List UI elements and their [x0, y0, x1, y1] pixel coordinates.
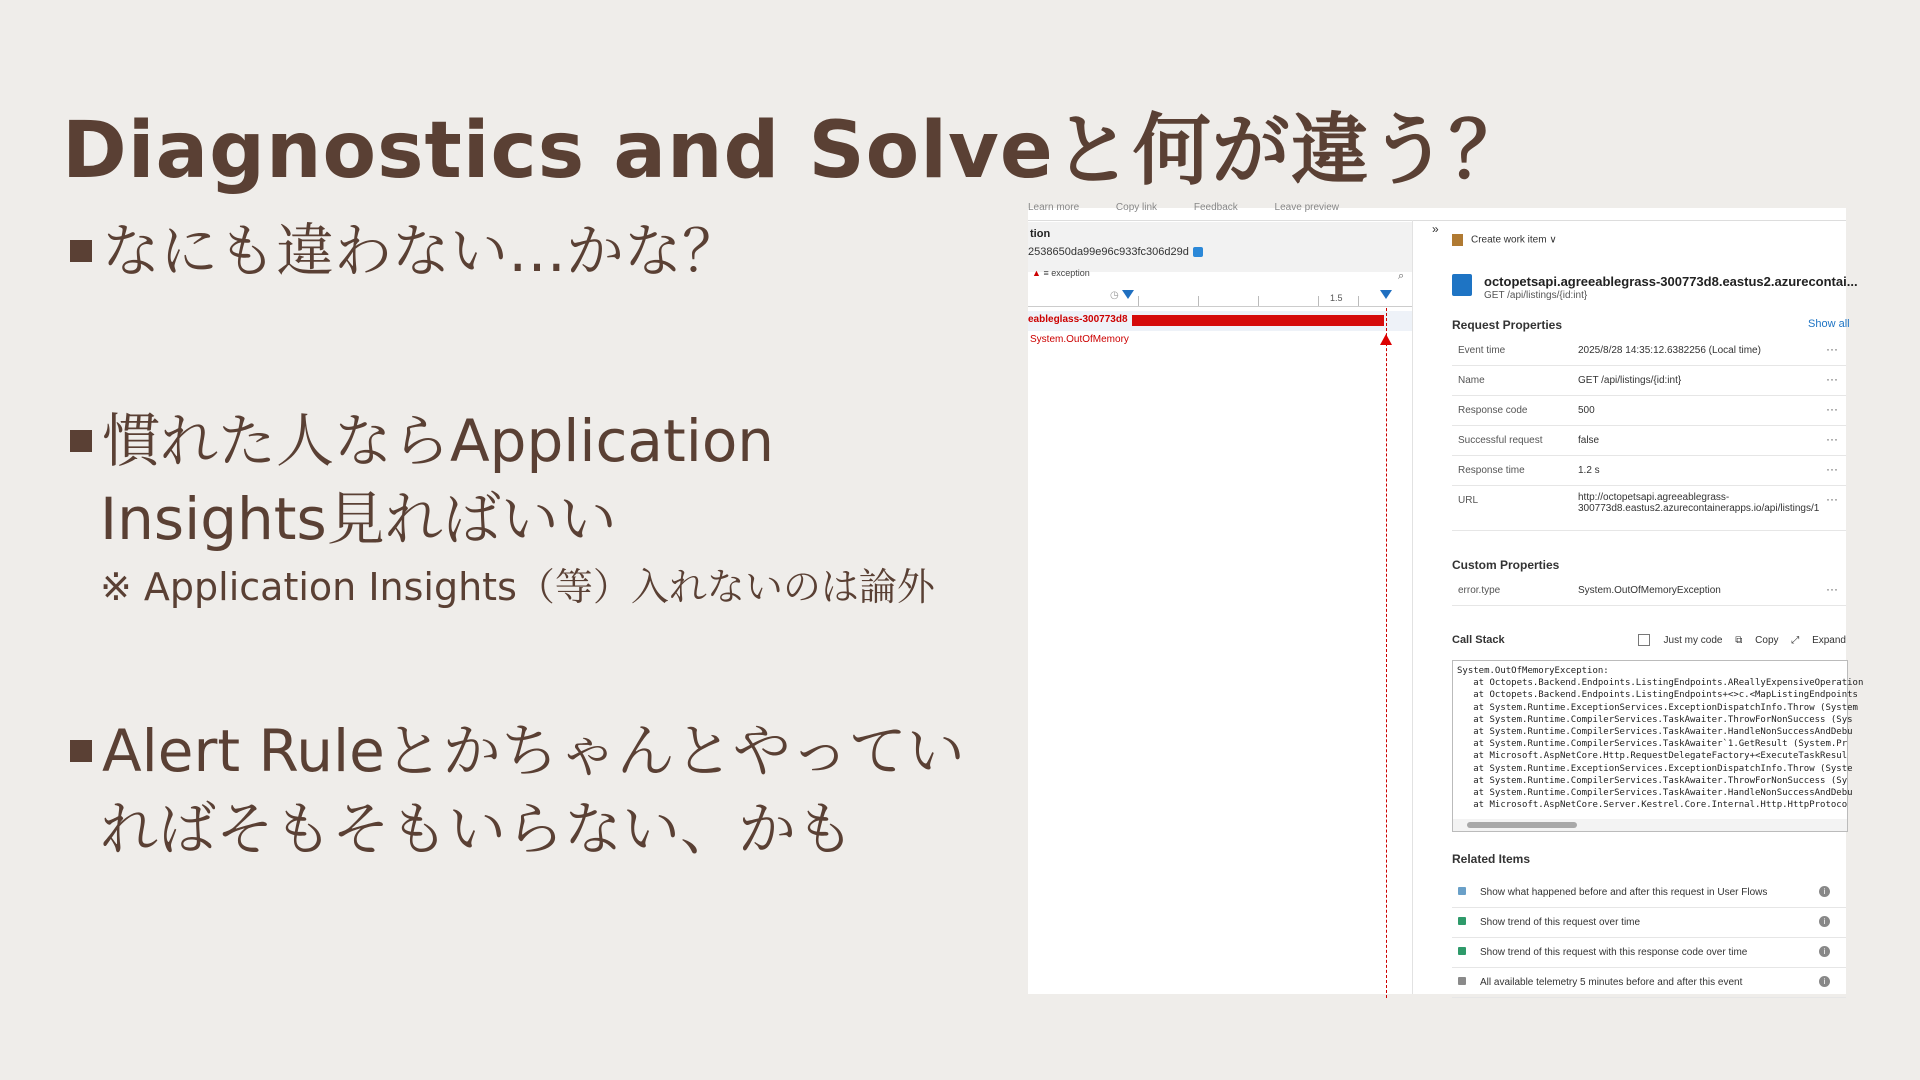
request-duration-bar[interactable] [1132, 315, 1384, 326]
more-icon[interactable]: ··· [1826, 582, 1838, 596]
bullet-2-line2: Insights見ればいい [100, 485, 617, 553]
property-key: Response time [1458, 465, 1525, 476]
app-insights-screenshot [1028, 202, 1864, 994]
call-stack-title: Call Stack [1452, 634, 1505, 646]
warning-icon: ▲ [1032, 268, 1041, 278]
info-icon[interactable]: i [1819, 916, 1830, 927]
bullet-1-text: なにも違わない…かな？ [102, 217, 741, 285]
call-stack-options [1618, 634, 1846, 646]
timeline-start-marker[interactable] [1122, 290, 1134, 299]
custom-properties-title: Custom Properties [1452, 558, 1560, 572]
related-items-title: Related Items [1452, 852, 1531, 866]
property-value[interactable]: http://octopetsapi.agreeablegrass-300773d8.eastus2.azurecontainerapps.io/api/listings/1 [1578, 492, 1820, 514]
copy-link-button[interactable]: Copy link [1115, 202, 1158, 213]
filter-label: ≡ exception [1043, 268, 1090, 278]
leave-preview-button[interactable]: Leave preview [1274, 202, 1340, 213]
related-item-text: All available telemetry 5 minutes before and after this event [1480, 977, 1743, 988]
bullet-marker [70, 740, 92, 762]
operation-id-text: 2538650da99e96c933fc306d29d [1028, 246, 1189, 258]
property-value: 1.2 s [1578, 465, 1600, 476]
bullet-marker [70, 430, 92, 452]
related-item[interactable] [1452, 968, 1846, 998]
filter-chip[interactable] [1032, 268, 1090, 278]
property-value: false [1578, 435, 1600, 446]
ruler-tick [1318, 296, 1319, 306]
property-key: URL [1458, 495, 1479, 506]
bullet-marker [70, 240, 92, 262]
horizontal-scrollbar[interactable] [1453, 819, 1847, 831]
property-row [1452, 486, 1846, 531]
property-value: System.OutOfMemoryException [1578, 585, 1721, 596]
search-icon[interactable]: ⌕ [1398, 270, 1405, 282]
bullet-3 [70, 712, 965, 868]
timeline-reset-icon[interactable]: ◷ [1110, 290, 1119, 301]
exception-time-line [1386, 308, 1387, 998]
property-row [1452, 576, 1846, 606]
details-pane [1446, 208, 1864, 994]
request-row-name: eableglass-300773d8 [1028, 314, 1128, 325]
exception-marker-icon[interactable] [1380, 334, 1392, 345]
info-icon[interactable]: i [1819, 886, 1830, 897]
more-icon[interactable]: ··· [1826, 432, 1838, 446]
operation-id [1028, 246, 1203, 258]
related-item[interactable] [1452, 938, 1846, 968]
property-value: 2025/8/28 14:35:12.6382256 (Local time) [1578, 345, 1761, 356]
call-stack-box[interactable] [1452, 660, 1864, 832]
ruler-tick [1138, 296, 1139, 306]
property-row [1452, 366, 1846, 396]
info-icon[interactable]: i [1819, 946, 1830, 957]
copy-label: Copy [1755, 634, 1779, 646]
show-all-link[interactable]: Show all [1808, 318, 1850, 330]
learn-more-link[interactable]: Learn more [1028, 202, 1080, 213]
timeline-row-request[interactable] [1028, 311, 1412, 331]
property-key: Successful request [1458, 435, 1543, 446]
request-properties-table [1452, 336, 1846, 531]
chart-icon [1458, 947, 1466, 955]
user-flows-icon [1458, 887, 1466, 895]
property-key: Event time [1458, 345, 1506, 356]
property-value: 500 [1578, 405, 1595, 416]
related-item[interactable] [1452, 908, 1846, 938]
app-resource-icon [1452, 274, 1472, 296]
collapse-icon[interactable]: » [1432, 222, 1439, 236]
timeline-row-exception[interactable]: System.OutOfMemory [1030, 334, 1129, 345]
property-row [1452, 426, 1846, 456]
more-icon[interactable]: ··· [1826, 342, 1838, 356]
related-item-text: Show what happened before and after this request in User Flows [1480, 887, 1768, 898]
pane-divider[interactable] [1412, 220, 1413, 994]
bullet-3-line2: ればそもそもいらない、かも [100, 795, 855, 863]
related-item-text: Show trend of this request over time [1480, 917, 1641, 928]
copy-stack-button[interactable]: ⧉ Copy [1735, 634, 1779, 646]
bullet-1 [70, 212, 740, 290]
property-row [1452, 336, 1846, 366]
copy-icon[interactable] [1193, 247, 1203, 257]
create-work-item-label: Create work item ∨ [1471, 234, 1557, 246]
property-key: Response code [1458, 405, 1528, 416]
slide-title: Diagnostics and Solveと何が違う？ [62, 106, 1528, 196]
ruler-tick [1198, 296, 1199, 306]
info-icon[interactable]: i [1819, 976, 1830, 987]
bullet-2 [70, 402, 774, 558]
checkbox-icon [1638, 634, 1650, 646]
transaction-header [1028, 222, 1412, 272]
scrollbar-thumb[interactable] [1467, 822, 1577, 828]
ruler-tick [1358, 296, 1359, 306]
bullet-2-note: ※ Application Insights（等）入れないのは論外 [100, 565, 935, 609]
timeline-end-marker[interactable] [1380, 290, 1392, 299]
call-stack-text: System.OutOfMemoryException: at Octopets.Backend.Endpoints.ListingEndpoints.AReallyExpensiveOperation at Octopets.Backend.Endpoints.ListingEndpoints+<>c.<MapListingEndpoints at System.Runtime.ExceptionServices.ExceptionDispatchInfo.Throw (System at System.Runtime.CompilerServices.TaskAwaiter.ThrowForNonSuccess (Sys at System.Runtime.CompilerServices.TaskAwaiter.HandleNonSuccessAndDebu at System.Runtime.CompilerServices.TaskAwaiter`1.GetResult (System.Pr at Microsoft.AspNetCore.Http.RequestDelegateFactory+<ExecuteTaskResul at System.Runtime.ExceptionServices.ExceptionDispatchInfo.Throw (Syste at System.Runtime.CompilerServices.TaskAwaiter.ThrowForNonSuccess (Sy at System.Runtime.CompilerServices.TaskAwaiter.HandleNonSuccessAndDebu at Microsoft.AspNetCore.Server.Kestrel.Core.Internal.Http.HttpProtoco [1457, 666, 1864, 811]
telemetry-icon [1458, 977, 1466, 985]
property-row [1452, 456, 1846, 486]
request-properties-title: Request Properties [1452, 318, 1563, 332]
property-value: GET /api/listings/{id:int} [1578, 375, 1682, 386]
bullet-2-line1: 慣れた人ならApplication [102, 407, 775, 475]
create-work-item-button[interactable] [1452, 234, 1557, 246]
expand-label: Expand [1812, 634, 1846, 646]
transaction-title: tion [1030, 228, 1051, 240]
custom-properties-table [1452, 576, 1846, 606]
chart-icon [1458, 917, 1466, 925]
bullet-3-line1: Alert Ruleとかちゃんとやってい [102, 717, 965, 785]
more-icon[interactable]: ··· [1826, 462, 1838, 476]
timeline-ruler [1028, 288, 1412, 307]
related-items-list [1452, 878, 1846, 998]
feedback-button[interactable]: Feedback [1193, 202, 1238, 213]
related-item-text: Show trend of this request with this response code over time [1480, 947, 1748, 958]
just-my-code-checkbox[interactable] [1628, 635, 1723, 646]
property-key: Name [1458, 375, 1485, 386]
property-key: error.type [1458, 585, 1501, 596]
more-icon[interactable]: ··· [1826, 372, 1838, 386]
more-icon[interactable]: ··· [1826, 402, 1838, 416]
ruler-label: 1.5 [1330, 293, 1343, 303]
work-item-icon [1452, 234, 1463, 246]
ruler-tick [1258, 296, 1259, 306]
expand-stack-button[interactable]: ⤢ Expand [1791, 634, 1846, 646]
request-name: GET /api/listings/{id:int} [1484, 290, 1588, 301]
property-row [1452, 396, 1846, 426]
just-my-code-label: Just my code [1663, 634, 1723, 646]
resource-name: octopetsapi.agreeablegrass-300773d8.eastus2.azurecontai... [1484, 274, 1858, 289]
more-icon[interactable]: ··· [1826, 492, 1838, 506]
related-item[interactable] [1452, 878, 1846, 908]
